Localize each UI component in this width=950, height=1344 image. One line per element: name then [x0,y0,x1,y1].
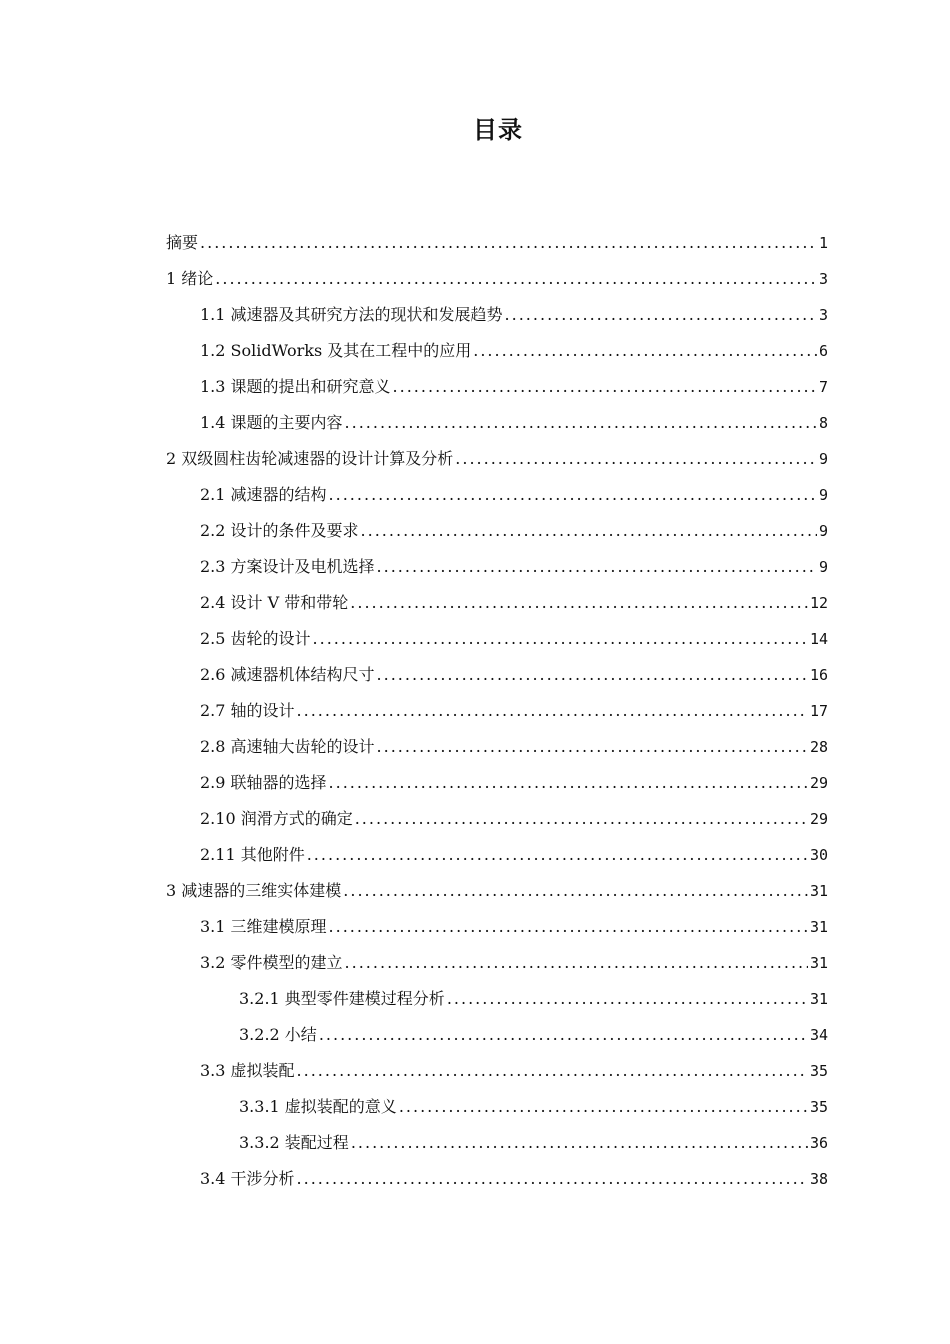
toc-entry-label: 3.2.2 小结 [239,1025,317,1044]
toc-entry-label: 2.4 设计 V 带和带轮 [200,593,349,612]
toc-entry-label: 2 双级圆柱齿轮减速器的设计计算及分析 [166,449,454,468]
toc-entry[interactable] [166,477,828,513]
toc-dot-leader [297,1161,808,1197]
toc-entry-label: 3 减速器的三维实体建模 [166,881,342,900]
toc-dot-leader [393,369,817,405]
toc-entry-label: 2.8 高速轴大齿轮的设计 [200,737,375,756]
toc-entry-page-number: 30 [809,846,828,864]
toc-entry[interactable] [166,333,828,369]
toc-dot-leader [297,1053,808,1089]
toc-entry-page-number: 12 [809,594,828,612]
toc-entry[interactable] [166,909,828,945]
toc-entry[interactable] [166,297,828,333]
toc-entry-page-number: 35 [809,1062,828,1080]
toc-entry-label: 2.9 联轴器的选择 [200,773,327,792]
toc-dot-leader [399,1089,808,1125]
toc-entry-label: 2.11 其他附件 [200,845,305,864]
toc-entry-page-number: 36 [809,1134,828,1152]
toc-entry[interactable] [166,621,828,657]
toc-entry-label: 1.2 SolidWorks 及其在工程中的应用 [200,341,472,360]
toc-entry-label: 3.2.1 典型零件建模过程分析 [239,989,445,1008]
toc-entry-label: 2.1 减速器的结构 [200,485,327,504]
toc-entry-label: 2.6 减速器机体结构尺寸 [200,665,375,684]
toc-entry-page-number: 1 [818,234,828,252]
toc-entry-label: 1.4 课题的主要内容 [200,413,343,432]
toc-entry-page-number: 31 [809,954,828,972]
toc-dot-leader [455,441,817,477]
toc-entry[interactable] [166,1161,828,1197]
toc-entry-label: 1.1 减速器及其研究方法的现状和发展趋势 [200,305,503,324]
toc-entry-label: 2.10 润滑方式的确定 [200,809,353,828]
toc-entry[interactable] [166,261,828,297]
toc-dot-leader [319,1017,808,1053]
toc-entry-label: 3.1 三维建模原理 [200,917,327,936]
toc-entry[interactable] [166,1053,828,1089]
toc-entry[interactable] [166,513,828,549]
toc-dot-leader [329,909,808,945]
toc-entry[interactable] [166,1017,828,1053]
toc-entry-page-number: 31 [809,918,828,936]
toc-entry-page-number: 7 [818,378,828,396]
toc-entry-page-number: 9 [818,522,828,540]
toc-entry-page-number: 9 [818,558,828,576]
toc-dot-leader [200,225,817,261]
toc-entry[interactable] [166,765,828,801]
toc-entry-label: 摘要 [166,233,199,252]
toc-dot-leader [355,801,808,837]
toc-dot-leader [345,405,817,441]
toc-entry[interactable] [166,585,828,621]
toc-entry-label: 2.3 方案设计及电机选择 [200,557,375,576]
toc-entry-label: 3.3.2 装配过程 [239,1133,349,1152]
toc-entry-label: 1 绪论 [166,269,214,288]
toc-dot-leader [377,549,817,585]
toc-entry[interactable] [166,225,828,261]
toc-entry-page-number: 8 [818,414,828,432]
toc-entry-label: 3.2 零件模型的建立 [200,953,343,972]
toc-dot-leader [297,693,808,729]
toc-entry-page-number: 38 [809,1170,828,1188]
toc-dot-leader [215,261,817,297]
toc-dot-leader [350,585,808,621]
toc-dot-leader [343,873,808,909]
toc-entry[interactable] [166,441,828,477]
toc-entry-label: 2.5 齿轮的设计 [200,629,311,648]
toc-entry[interactable] [166,549,828,585]
toc-entry[interactable] [166,873,828,909]
toc-dot-leader [345,945,808,981]
toc-entry[interactable] [166,369,828,405]
toc-entry-page-number: 9 [818,486,828,504]
toc-dot-leader [329,477,817,513]
toc-dot-leader [361,513,817,549]
toc-entry-page-number: 31 [809,882,828,900]
toc-entry-page-number: 17 [809,702,828,720]
toc-entry-page-number: 9 [818,450,828,468]
table-of-contents [166,225,828,1197]
toc-entry-label: 3.3.1 虚拟装配的意义 [239,1097,397,1116]
toc-entry[interactable] [166,945,828,981]
toc-dot-leader [505,297,817,333]
toc-entry-page-number: 16 [809,666,828,684]
toc-entry-label: 1.3 课题的提出和研究意义 [200,377,391,396]
toc-entry-page-number: 31 [809,990,828,1008]
toc-entry-page-number: 35 [809,1098,828,1116]
toc-entry[interactable] [166,1089,828,1125]
toc-entry-label: 3.4 干涉分析 [200,1169,295,1188]
toc-dot-leader [377,657,808,693]
toc-entry-page-number: 29 [809,810,828,828]
toc-entry[interactable] [166,693,828,729]
toc-entry-page-number: 29 [809,774,828,792]
toc-entry[interactable] [166,657,828,693]
toc-entry-label: 2.7 轴的设计 [200,701,295,720]
toc-entry-page-number: 3 [818,270,828,288]
toc-entry-page-number: 28 [809,738,828,756]
toc-entry[interactable] [166,1125,828,1161]
toc-entry[interactable] [166,801,828,837]
toc-dot-leader [329,765,808,801]
toc-dot-leader [313,621,808,657]
toc-dot-leader [447,981,808,1017]
toc-entry[interactable] [166,837,828,873]
toc-entry-page-number: 3 [818,306,828,324]
toc-entry-page-number: 14 [809,630,828,648]
toc-dot-leader [307,837,808,873]
toc-entry[interactable] [166,729,828,765]
toc-entry[interactable] [166,405,828,441]
toc-dot-leader [351,1125,808,1161]
toc-dot-leader [377,729,808,765]
toc-entry-label: 2.2 设计的条件及要求 [200,521,359,540]
page-title: 目录 [473,116,523,144]
toc-entry-label: 3.3 虚拟装配 [200,1061,295,1080]
toc-entry[interactable] [166,981,828,1017]
toc-entry-page-number: 6 [818,342,828,360]
toc-dot-leader [473,333,817,369]
toc-entry-page-number: 34 [809,1026,828,1044]
